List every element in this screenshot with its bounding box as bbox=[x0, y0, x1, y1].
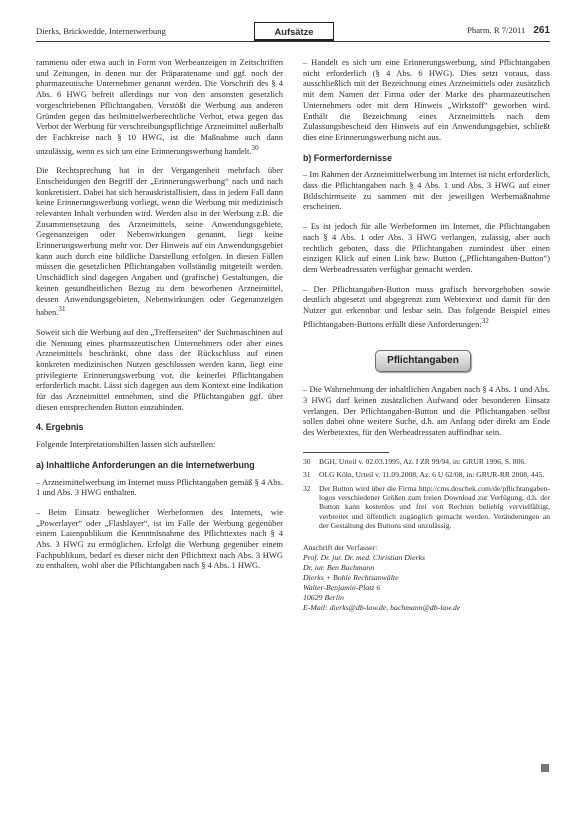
paragraph-text: Die Rechtsprechung hat in der Vergangenheit mehrfach über Entscheidungen den Begriff der „Erinnerungswerbung“ nach und nach konkretisiert. Dabei hat sich herauskristallisiert, dass in jedem Fall dann keine Erinnerungswerbung vorliegt, wenn die Werbung mit medizinisch relevanten Inhalt verbunden wird. Werden also in der Werbung z.B. die Zusammensetzung des Arzneimittels, seine Anwendungsgebiete, Gegenanzeigen oder Nebenwirkungen genannt, liegt keine Erinnerungswerbung mehr vor. Der Hinweis auf ein Anwendungsgebiet kann auch durch eine bildliche Darstellung erfolgen. In diesen Fällen müssen die gesetzlichen Pflichtangaben vollständig mitgeteilt werden. Unschädlich sind dagegen Angaben und (grafische) Gestaltungen, die keinen gesundheitlichen Bezug zu dem beworbenen Arzneimittel, dessen Anwendungsgebieten, Nebenwirkungen oder Gegenanzeigen haben. bbox=[36, 165, 283, 318]
footnote bbox=[303, 457, 550, 466]
paragraph bbox=[36, 165, 283, 318]
page-header bbox=[36, 22, 550, 42]
section-heading-ergebnis: 4. Ergebnis bbox=[36, 422, 84, 433]
subheading-inhaltliche-anforderungen: a) Inhaltliche Anforderungen an die Internetwerbung bbox=[36, 459, 255, 470]
list-item: – Es ist jedoch für alle Werbeformen im Internet, die Pflichtangaben nach § 4 Abs. 1 oder Abs. 3 HWG verlangen, zulässig, aber auch rechtlich geboten, dass die Pflichtangaben zumindest über einen einzigen Klick auf einen Link bzw. Button („Pflichtangaben-Button“) dem Werbeadressaten verfügbar gemacht werden. bbox=[303, 221, 550, 274]
end-mark-icon bbox=[541, 764, 549, 772]
button-example bbox=[303, 338, 550, 384]
header-journal bbox=[467, 25, 550, 36]
footnote-text: OLG Köln, Urteil v. 11.09.2008, Az. 6 U 62/08, in: GRUR-RR 2008, 445. bbox=[319, 470, 545, 480]
footnote-divider bbox=[303, 452, 389, 453]
paragraph bbox=[36, 57, 283, 156]
journal-issue: Pharm. R 7/2011 bbox=[467, 25, 526, 35]
list-item: – Beim Einsatz beweglicher Werbeformen des Internets, wie „Powerlayer“ oder „Flashlayer“, ist im Falle der Werbung gegenüber einem Laienpublikum die Kenntnisnahme des Pflichttextes nach § 4 Abs. 3 HWG zu ermöglichen. Erfolgt die Werbung gegenüber einem Fachpublikum, bedarf es dieser nicht den Pflichttext nach Abs. 3 HWG zu enthalten, wohl aber die Pflichtangaben nach § 4 Abs. 1 HWG. bbox=[36, 506, 283, 571]
list-item: – Arzneimittelwerbung im Internet muss Pflichtangaben gemäß § 4 Abs. 1 und Abs. 3 HWG enthalten. bbox=[36, 476, 283, 498]
author-heading: Anschrift der Verfasser: bbox=[303, 542, 378, 552]
author-line: Walter-Benjamin-Platz 6 bbox=[303, 582, 381, 592]
footnote-number: 30 bbox=[303, 456, 311, 466]
list-item: – Die Wahrnehmung der inhaltlichen Angaben nach § 4 Abs. 1 und Abs. 3 HWG darf keinen zusätzlichen Aufwand oder besonderen Einsatz verlangen. Der Pflichtangaben-Button und die Pflichtangaben selbst sollen dabei ohne weitere Suche, d.h. am Anfang oder direkt am Ende des Werbetextes, für den Werbeadressaten auffindbar sein. bbox=[303, 384, 550, 438]
footnote bbox=[303, 484, 550, 531]
footnote-ref[interactable]: 32 bbox=[481, 316, 489, 325]
footnote bbox=[303, 470, 550, 479]
subheading-formerfordernisse: b) Formerfordernisse bbox=[303, 152, 392, 163]
paragraph: Folgende Interpretationshilfen lassen sich aufstellen: bbox=[36, 439, 216, 450]
footnote-text: BGH, Urteil v. 02.03.1995, Az. I ZR 99/94, in: GRUR 1996, S. 806. bbox=[319, 456, 527, 466]
pflichtangaben-button[interactable]: Pflichtangaben bbox=[375, 350, 471, 372]
list-item: – Im Rahmen der Arzneimittelwerbung im Internet ist nicht erforderlich, dass die Pflichtangaben nach § 4 Abs. 1 und Abs. 3 HWG auf einer Bildschirmseite zu sammen mit der jeweiligen Werbemaßnahme erscheinen. bbox=[303, 169, 550, 212]
footnote-text: Der Button wird über die Firma http://cms.doschek.com/de/pflichtangaben-logos verschiedener Größen zum freien Download zur Verfügung, d.h. der Button kann kostenlos und frei von Rechten beliebig vervielfältigt, verbreitet und öffentlich zugänglich gemacht werden. Veränderungen an der Gestaltung des Buttons sind unzulässig. bbox=[319, 483, 550, 531]
footnote-number: 31 bbox=[303, 470, 311, 480]
footnote-ref[interactable]: 30 bbox=[251, 143, 259, 152]
list-item: – Handelt es sich um eine Erinnerungswerbung, sind Pflichtangaben nicht erforderlich (§ 4 Abs. 6 HWG). Dies setzt voraus, dass ausschließlich mit der Bezeichnung eines Arzneimittels oder zusätzlich mit dem Namen der Firma oder der Marke des pharmazeutischen Unternehmers oder mit dem Hinweis „Wirkstoff“ geworben wird. Enthält die Bezeichnung eines Arzneimittels nach dem Zulassungsbescheid den Hinweis auf ein Anwendungsgebiet, schließt dies eine Erinnerungswerbung nicht aus. bbox=[303, 57, 550, 142]
paragraph: Soweit sich die Werbung auf den „Trefferseiten“ der Suchmaschinen auf die Nennung eines pharmazeutischen Unternehmers oder aber eines Arzneimittels beschränkt, ohne dass der Rückschluss auf einen konkreten medizinischen Nutzen geschlossen werden kann, liegt eine privilegierte Erinnerungswerbung vor, die keinerlei Pflichtangaben erforderlich macht. Lässt sich dagegen aus dem Kontext eine Indikation für das Arzneimittel entnehmen, sind die Pflichtangaben ggf. über diesen entsprechenden Button einzubinden. bbox=[36, 326, 283, 412]
footnote-ref[interactable]: 31 bbox=[58, 305, 66, 314]
left-column bbox=[36, 57, 283, 580]
section-label: Aufsätze bbox=[254, 22, 334, 41]
page-number: 261 bbox=[533, 25, 550, 36]
author-address bbox=[303, 543, 550, 613]
paragraph-text: – Der Pflichtangaben-Button muss grafisch hervorgehoben sowie deutlich abgesetzt und abgegrenzt zum Webtextext und damit für den Nutzer gut erkennbar und lesbar sein. Das folgende Beispiel eines Pflichtangaben-Buttons erfüllt diese Anforderungen: bbox=[303, 283, 550, 329]
footnote-number: 32 bbox=[303, 483, 311, 493]
list-item bbox=[303, 284, 550, 330]
paragraph-text: rammenu oder etwa auch in Form von Werbeanzeigen in Zeitschriften und Zeitungen, in denen nur der Präparatename und ggf. noch der pharmazeutische Unternehmer genannt werden. Die Vorschrift des § 4 Abs. 6 HWG befreit allerdings nur von den ansonsten gesetzlich vorgeschriebenen Pflichtangaben. Verstößt die Werbung aus anderen Gründen gegen das heilmittelwerberechtliche Verbot, etwa gegen das Verbot der Werbung für verschreibungspflichtige Arzneimittel außerhalb der Fachkreise nach § 10 HWG, ist die Maßnahme auch dann unzulässig, wenn es sich um eine Erinnerungswerbung handelt. bbox=[36, 57, 283, 156]
author-line: Dierks + Bohle Rechtsanwälte bbox=[303, 572, 399, 582]
author-line: Prof. Dr. jur. Dr. med. Christian Dierks bbox=[303, 552, 426, 562]
header-authors: Dierks, Brickwedde, Internetwerbung bbox=[36, 26, 166, 36]
author-line: Dr. iur. Ben Bachmann bbox=[303, 562, 375, 572]
header-rule bbox=[36, 41, 550, 42]
author-email[interactable]: E-Mail: dierks@db-law.de, bachmann@db-law.de bbox=[303, 602, 461, 612]
author-line: 10629 Berlin bbox=[303, 592, 344, 602]
right-column bbox=[303, 57, 550, 613]
